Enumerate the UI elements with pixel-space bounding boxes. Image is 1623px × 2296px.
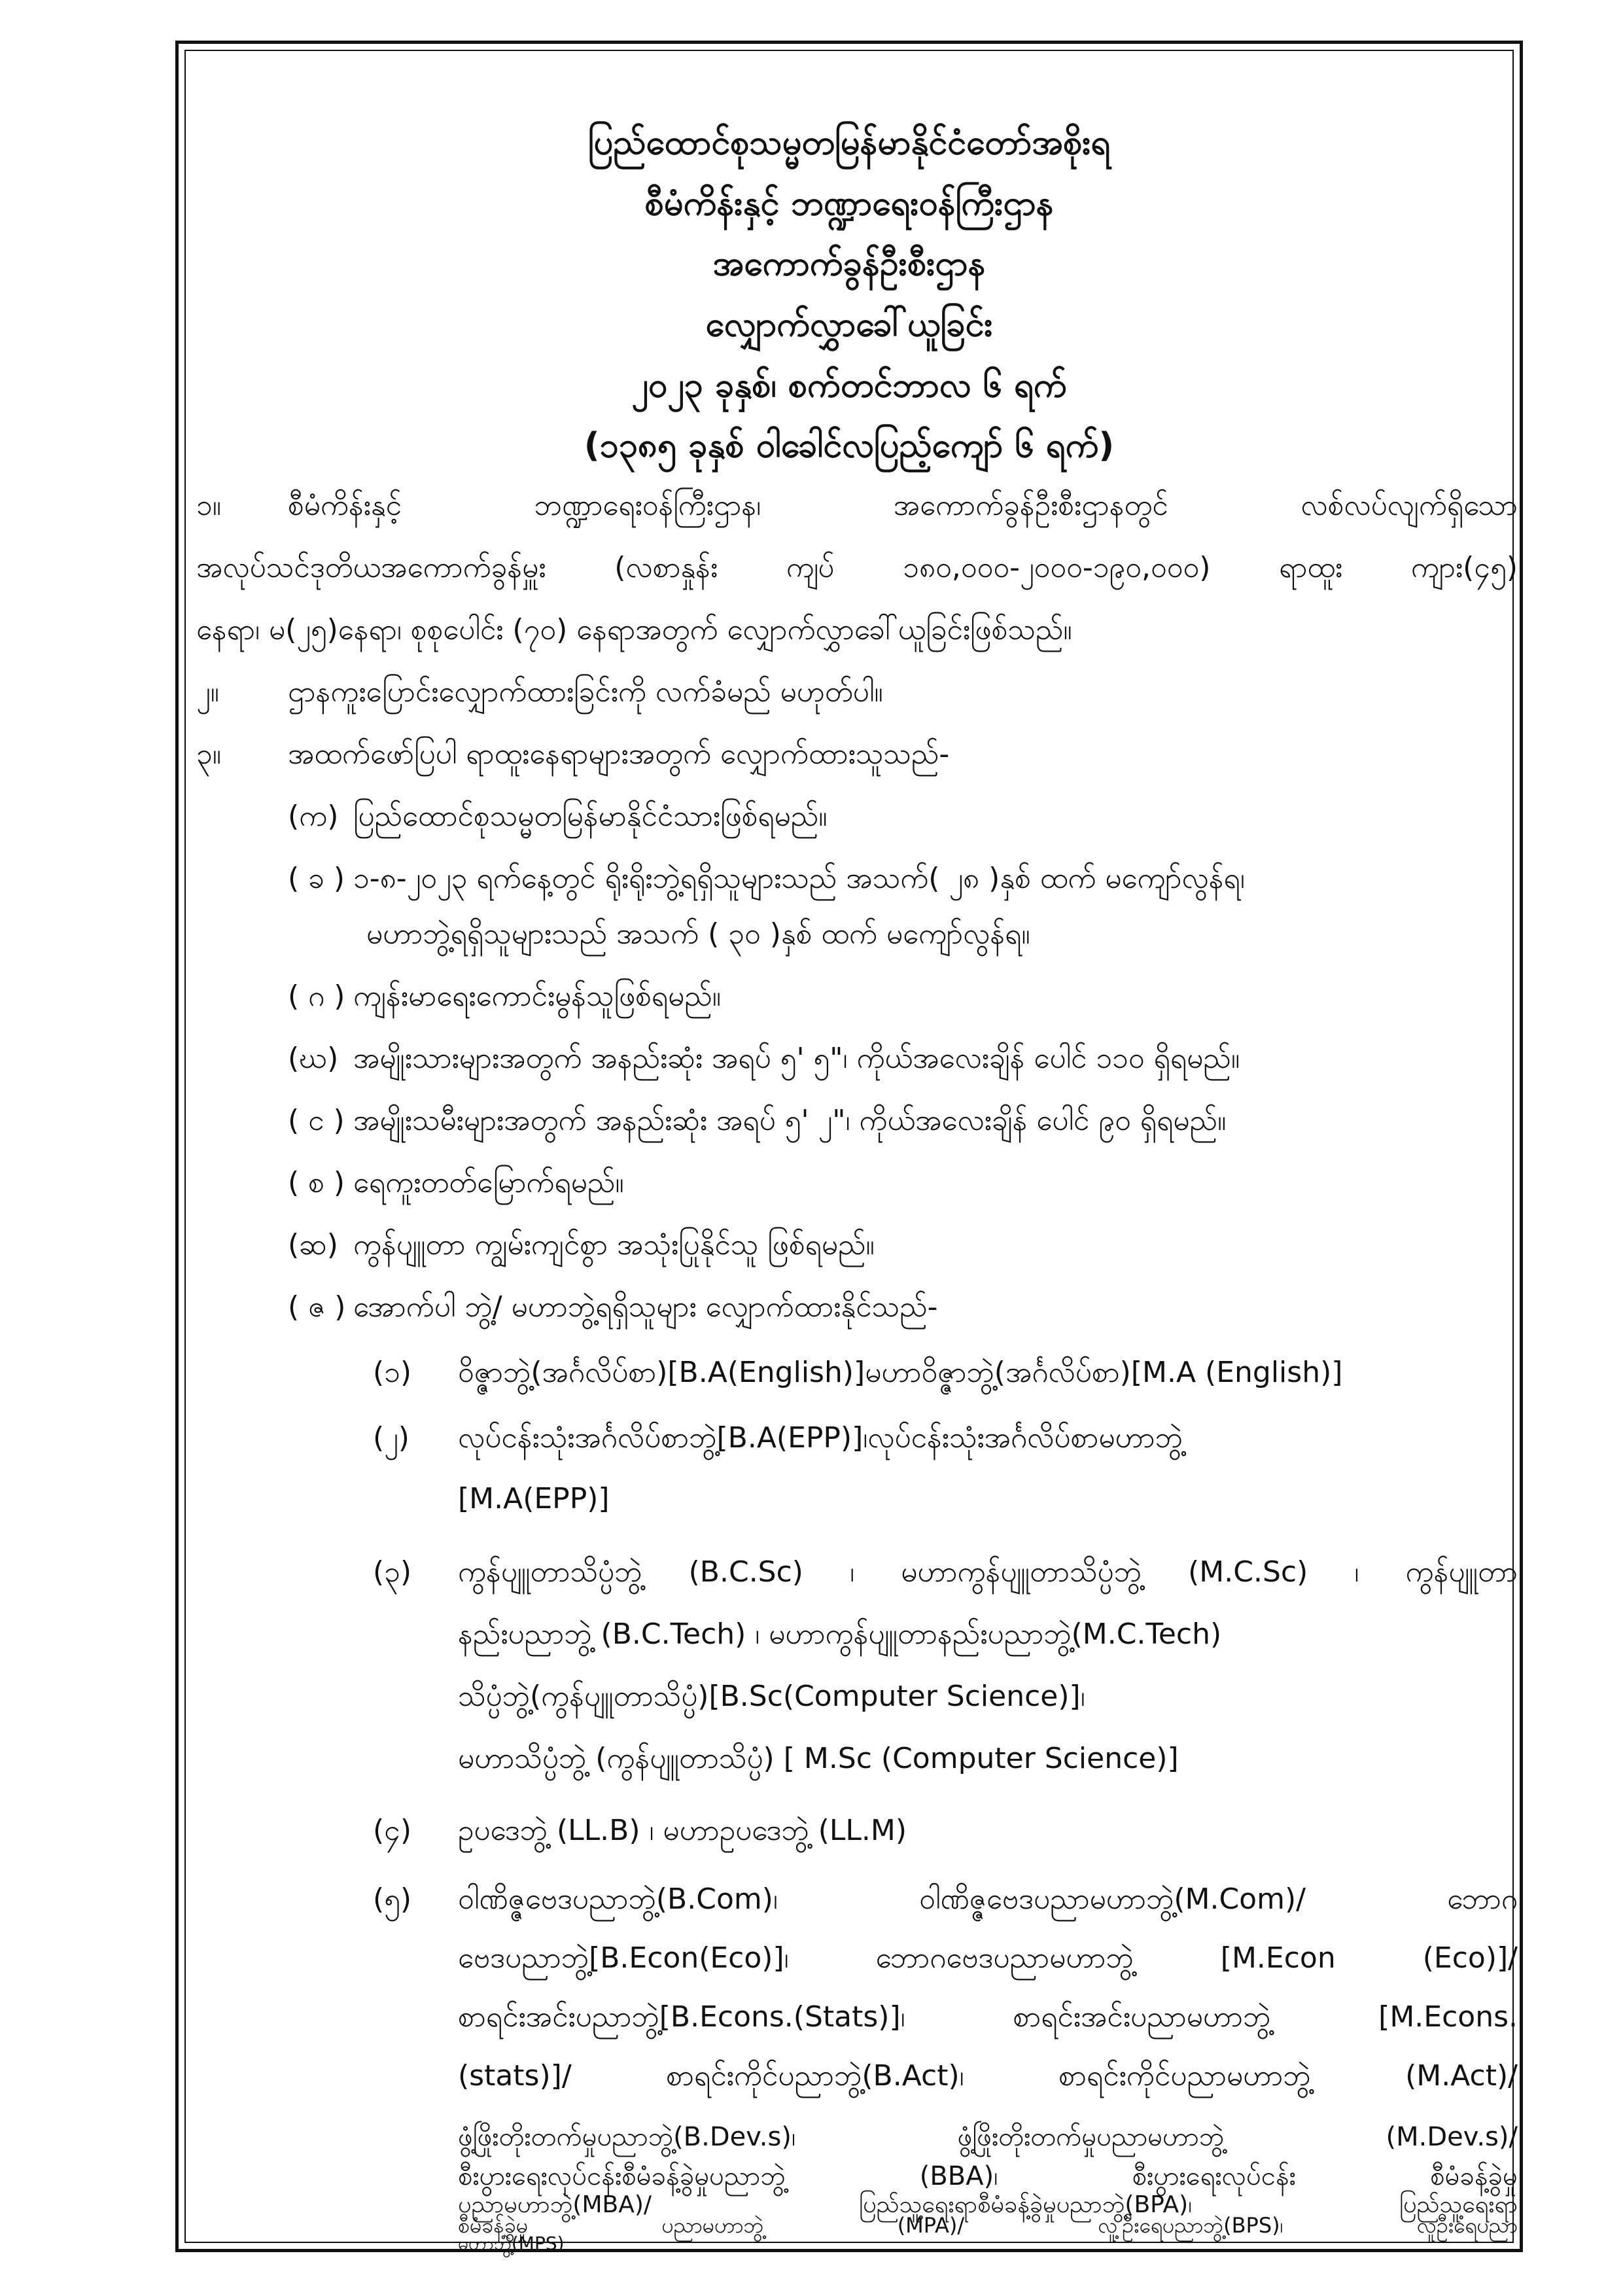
item-label-ga: ( ဂ ) xyxy=(288,980,345,1013)
item-label-za: ( ဇ ) xyxy=(288,1290,346,1324)
header-date-myanmar: (၁၃၈၅ ခုနှစ် ဝါခေါင်လပြည့်ကျော် ၆ ရက်) xyxy=(584,426,1115,465)
degree-5-line2: ဗေဒပညာဘွဲ့[B.Econ(Eco)]၊ ဘောဂဗေဒပညာမဟာဘွဲ့ [M.Econ (Eco)]/ xyxy=(458,1941,1518,1975)
degree-1-line1: ဝိဇ္ဇာဘွဲ့(အင်္ဂလိပ်စာ)[B.A(English)]မဟာဝိဇ္ဇာဘွဲ့(အင်္ဂလိပ်စာ)[M.A (English)] xyxy=(458,1356,1343,1389)
header-date: ၂၀၂၃ ခုနှစ်၊ စက်တင်ဘာလ ၆ ရက် xyxy=(631,366,1067,405)
degree-number-2: (၂) xyxy=(373,1421,410,1455)
item-label-kha: ( ခ ) xyxy=(288,862,345,895)
degree-5-line5: ဖွံ့ဖြိုးတိုးတက်မှုပညာဘွဲ့(B.Dev.s)၊ ဖွံ့ဖြိုးတိုးတက်မှုပညာမဟာဘွဲ့ (M.Dev.s)/ xyxy=(458,2122,1518,2152)
degree-number-3: (၃) xyxy=(373,1555,412,1589)
item-label-gha: (ဃ) xyxy=(288,1042,339,1075)
degree-5-line1: ဝါဏိဇ္ဇဗေဒပညာဘွဲ့(B.Com)၊ ဝါဏိဇ္ဇဗေဒပညာမဟာဘွဲ့(M.Com)/ ဘောဂ xyxy=(458,1882,1518,1916)
degree-3-line3: သိပ္ပံဘွဲ့(ကွန်ပျူတာသိပ္ပံ)[B.Sc(Computer Science)]၊ xyxy=(458,1680,1085,1713)
degree-number-5: (၅) xyxy=(373,1882,412,1916)
para2-text: ဌာနကူးပြောင်းလျှောက်ထားခြင်းကို လက်ခံမည် မဟုတ်ပါ။ xyxy=(288,675,883,709)
degree-5-line9: မဟာဘွဲ့(MPS) xyxy=(458,2233,565,2254)
para1-line3: နေရာ၊ မ(၂၅)နေရာ၊ စုစုပေါင်း (၇၀) နေရာအတွက် လျှောက်လွှာခေါ်ယူခြင်းဖြစ်သည်။ xyxy=(196,613,1072,646)
degree-3-line4: မဟာသိပ္ပံဘွဲ့ (ကွန်ပျူတာသိပ္ပံ) [ M.Sc (Computer Science)] xyxy=(458,1742,1179,1775)
header-department: အကောက်ခွန်ဦးစီးဌာန xyxy=(712,244,986,283)
header-government: ပြည်ထောင်စုသမ္မတမြန်မာနိုင်ငံတော်အစိုးရ xyxy=(587,123,1111,162)
item-label-sa: ( စ ) xyxy=(288,1166,345,1199)
para3-number: ၃။ xyxy=(196,737,222,771)
degree-3-line1: ကွန်ပျူတာသိပ္ပံဘွဲ့ (B.C.Sc) ၊ မဟာကွန်ပျူတာသိပ္ပံဘွဲ့ (M.C.Sc) ၊ ကွန်ပျူတာ xyxy=(458,1555,1518,1589)
degree-2-line2: [M.A(EPP)] xyxy=(458,1482,610,1515)
item-text-sa: ရေကူးတတ်မြောက်ရမည်။ xyxy=(353,1166,624,1199)
para1-line1: စီမံကိန်းနှင့် ဘဏ္ဍာရေးဝန်ကြီးဌာန၊ အကောက်ခွန်ဦးစီးဌာနတွင် လစ်လပ်လျက်ရှိသော xyxy=(288,489,1518,522)
item-label-ka: (က) xyxy=(288,800,339,833)
degree-5-line8: စီမံခန့်ခွဲမှု ပညာမဟာဘွဲ့ (MPA)/ လူ့ဦးရေပညာဘွဲ့(BPS)၊ လူဦးရေပညာ xyxy=(458,2213,1518,2238)
header-title: လျှောက်လွှာခေါ်ယူခြင်း xyxy=(705,305,993,344)
item-text-za: အောက်ပါ ဘွဲ့/ မဟာဘွဲ့ရရှိသူများ လျှောက်ထားနိုင်သည်- xyxy=(353,1290,938,1324)
item-text-ga: ကျန်းမာရေးကောင်းမွန်သူဖြစ်ရမည်။ xyxy=(353,980,722,1013)
item-text-gha: အမျိုးသားများအတွက် အနည်းဆုံး အရပ် ၅' ၅"၊ ကိုယ်အလေးချိန် ပေါင် ၁၁၀ ရှိရမည်။ xyxy=(353,1042,1240,1075)
degree-4-line1: ဥပဒေဘွဲ့ (LL.B) ၊ မဟာဥပဒေဘွဲ့ (LL.M) xyxy=(458,1814,907,1847)
degree-number-4: (၄) xyxy=(373,1814,412,1847)
para1-line2: အလုပ်သင်ဒုတိယအကောက်ခွန်မှူး (လစာနှုန်း ကျပ် ၁၈၀,၀၀၀-၂၀၀၀-၁၉၀,၀၀၀) ရာထူး ကျား(၄၅) xyxy=(196,551,1518,584)
degree-3-line2: နည်းပညာဘွဲ့ (B.C.Tech) ၊ မဟာကွန်ပျူတာနည်းပညာဘွဲ့(M.C.Tech) xyxy=(458,1617,1222,1651)
degree-5-line7: ပညာမဟာဘွဲ့(MBA)/ ပြည်သူ့ရေးရာစီမံခန့်ခွဲမှုပညာဘွဲ့(BPA)၊ ပြည်သူ့ရေးရာ xyxy=(458,2191,1518,2218)
item-text-nga: အမျိုးသမီးများအတွက် အနည်းဆုံး အရပ် ၅' ၂"၊ ကိုယ်အလေးချိန် ပေါင် ၉၀ ရှိရမည်။ xyxy=(353,1104,1227,1137)
item-text-hsa: ကွန်ပျူတာ ကျွမ်းကျင်စွာ အသုံးပြုနိုင်သူ ဖြစ်ရမည်။ xyxy=(353,1228,875,1262)
item-text-ka: ပြည်ထောင်စုသမ္မတမြန်မာနိုင်ငံသားဖြစ်ရမည်။ xyxy=(353,800,828,833)
para1-number: ၁။ xyxy=(196,489,222,522)
header-ministry: စီမံကိန်းနှင့် ဘဏ္ဍာရေးဝန်ကြီးဌာန xyxy=(644,184,1054,223)
para2-number: ၂။ xyxy=(196,675,219,709)
para3-text: အထက်ဖော်ပြပါ ရာထူးနေရာများအတွက် လျှောက်ထားသူသည်- xyxy=(288,737,950,771)
item-label-hsa: (ဆ) xyxy=(288,1228,338,1262)
degree-5-line6: စီးပွားရေးလုပ်ငန်းစီမံခန့်ခွဲမှုပညာဘွဲ့ (BBA)၊ စီးပွားရေးလုပ်ငန်း စီမံခန့်ခွဲမှု xyxy=(458,2161,1518,2191)
degree-5-line3: စာရင်းအင်းပညာဘွဲ့[B.Econs.(Stats)]၊ စာရင်းအင်းပညာမဟာဘွဲ့ [M.Econs. xyxy=(458,2000,1518,2034)
degree-2-line1: လုပ်ငန်းသုံးအင်္ဂလိပ်စာဘွဲ့[B.A(EPP)]၊လုပ်ငန်းသုံးအင်္ဂလိပ်စာမဟာဘွဲ့ xyxy=(458,1421,1183,1455)
item-text-kha-2: မဟာဘွဲ့ရရှိသူများသည် အသက် ( ၃၀ )နှစ် ထက် မကျော်လွန်ရ။ xyxy=(366,917,1030,951)
degree-number-1: (၁) xyxy=(373,1356,412,1389)
degree-5-line4: (stats)]/ စာရင်းကိုင်ပညာဘွဲ့(B.Act)၊ စာရင်းကိုင်ပညာမဟာဘွဲ့ (M.Act)/ xyxy=(458,2059,1518,2093)
item-label-nga: ( င ) xyxy=(288,1104,345,1137)
item-text-kha-1: ၁-၈-၂၀၂၃ ရက်နေ့တွင် ရိုးရိုးဘွဲ့ရရှိသူများသည် အသက်( ၂၈ )နှစ် ထက် မကျော်လွန်ရ၊ xyxy=(353,862,1245,895)
